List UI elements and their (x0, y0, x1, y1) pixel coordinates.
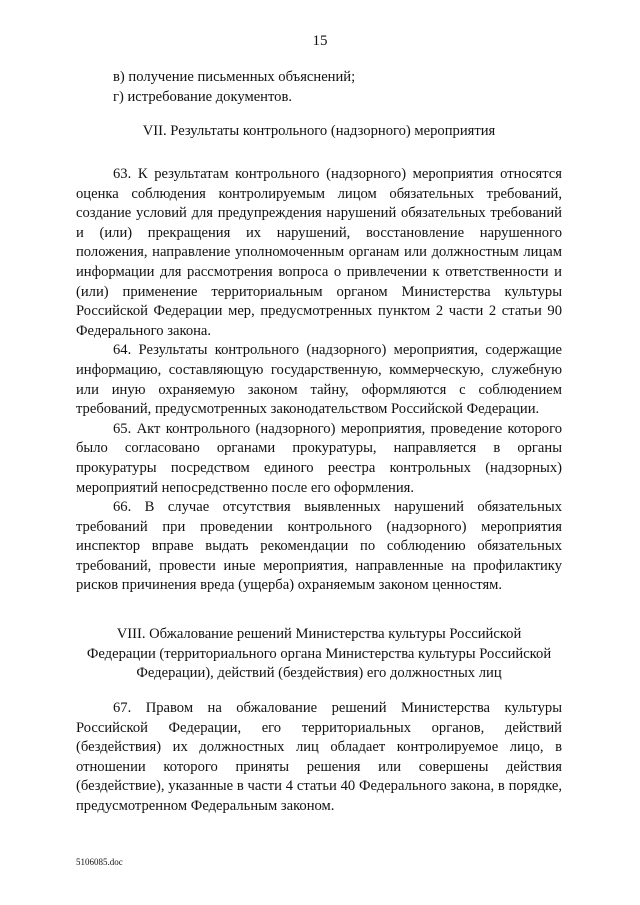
paragraph-63: 63. К результатам контрольного (надзорного) мероприятия относятся оценка соблюдения контролируемым лицом обязательных требований, создание условий для предупреждения нарушений обязательных требований и (или) прекращения их нарушений, восстановление нарушенного положения, направление уполномоченным органам или должностным лицам информации для рассмотрения вопроса о привлечении к ответственности и (или) применение территориальным органом Министерства культуры Российской Федерации мер, предусмотренных пунктом 2 части 2 статьи 90 Федерального закона. (76, 166, 562, 339)
paragraph-65: 65. Акт контрольного (надзорного) мероприятия, проведение которого было согласовано органами прокуратуры, направляется в органы прокуратуры посредством единого реестра контрольных (надзорных) мероприятий непосредственно после его оформления. (76, 420, 562, 496)
list-item-v: в) получение письменных объяснений; (113, 69, 356, 85)
page-number: 15 (312, 33, 328, 49)
section-8-heading-line-3: Федерации), действий (бездействия) его должностных лиц (136, 665, 502, 682)
section-8 (76, 625, 562, 684)
paragraph-66: 66. В случае отсутствия выявленных нарушений обязательных требований при проведении контрольного (надзорного) мероприятия инспектор вправе выдать рекомендации по соблюдению обязательных требований, провести иные мероприятия, направленные на профилактику рисков причинения вреда (ущерба) охраняемым законом ценностям. (76, 499, 562, 594)
file-name-footer: 5106085.doc (76, 857, 123, 867)
section-8-body (76, 699, 562, 817)
section-7 (76, 122, 562, 142)
list-item-g: г) истребование документов. (113, 88, 293, 105)
section-8-heading-line-1: VIII. Обжалование решений Министерства культуры Российской (116, 626, 522, 642)
paragraph-64: 64. Результаты контрольного (надзорного) мероприятия, содержащие информацию, составляющую государственную, коммерческую, служебную или иную охраняемую законом тайну, оформляются с соблюдением требований, предусмотренных законодательством Российской Федерации. (76, 342, 562, 418)
paragraph-67: 67. Правом на обжалование решений Министерства культуры Российской Федерации, его территориальных органов, действий (бездействия) их должностных лиц обладает контролируемое лицо, в отношении которого приняты решения или совершены действия (бездействие), указанные в части 4 статьи 40 Федерального закона, в порядке, предусмотренном Федеральным законом. (76, 700, 562, 814)
list-items (76, 68, 562, 107)
section-8-heading-line-2: Федерации (территориального органа Министерства культуры Российской (86, 645, 552, 662)
section-7-heading: VII. Результаты контрольного (надзорного) мероприятия (142, 123, 496, 139)
section-7-body (76, 165, 562, 596)
